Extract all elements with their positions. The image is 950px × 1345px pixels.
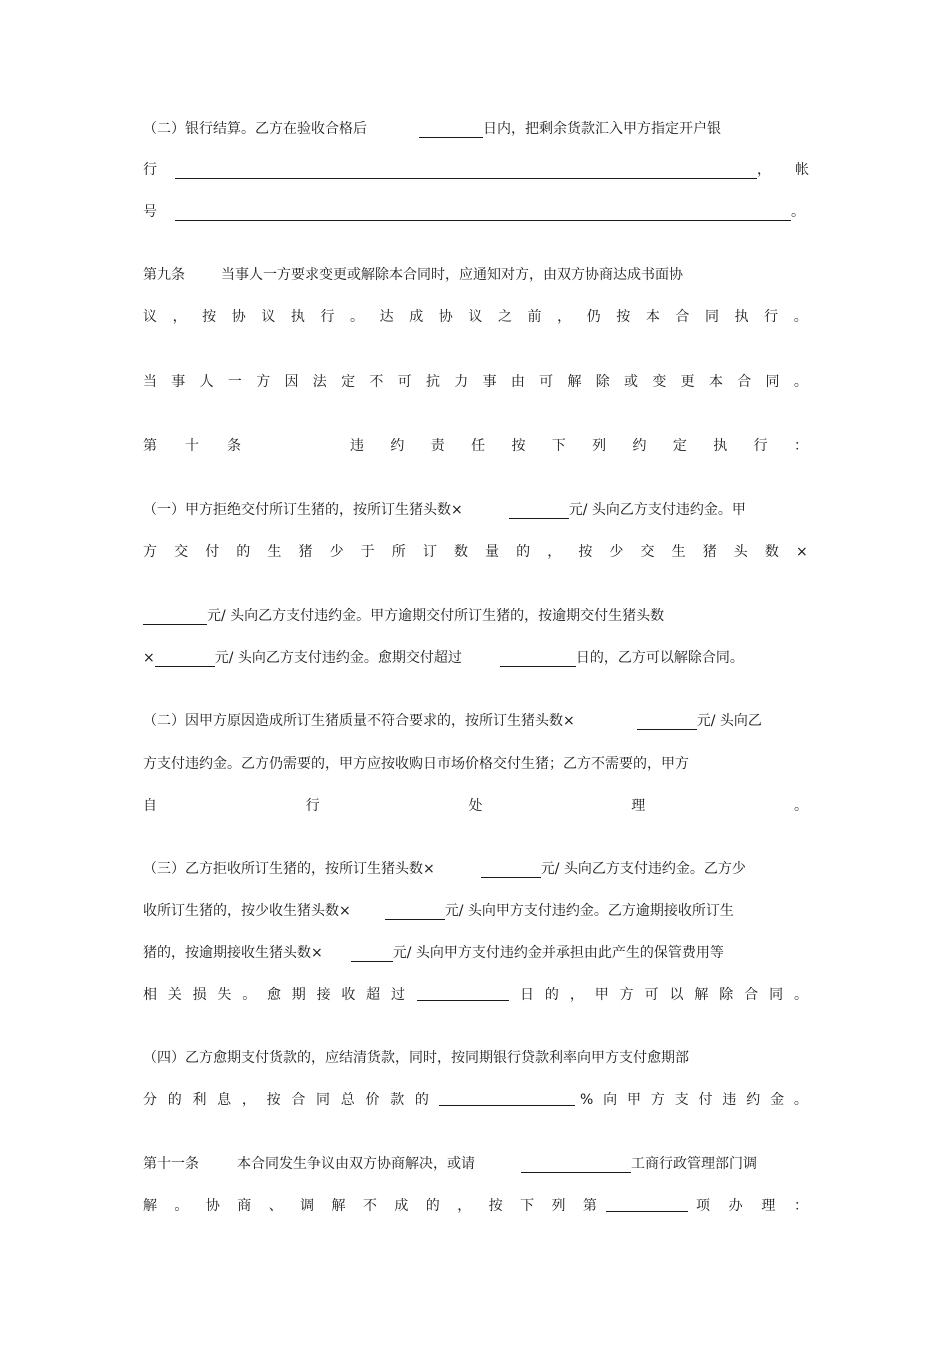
text: 行	[143, 162, 157, 178]
blank-days[interactable]	[419, 120, 483, 138]
char: 法	[312, 374, 327, 390]
article-9-line-2	[143, 305, 808, 329]
char: 之	[497, 309, 512, 325]
char: 执	[713, 438, 728, 454]
blank-bank[interactable]	[175, 161, 757, 179]
char: 可	[644, 987, 659, 1003]
char: 交	[174, 544, 189, 560]
char: 自	[143, 798, 157, 814]
text: ，	[757, 162, 771, 178]
char: 。	[242, 987, 257, 1003]
char: ，	[569, 987, 584, 1003]
char: 猪	[298, 544, 313, 560]
char: 条	[227, 438, 241, 454]
char: 更	[680, 374, 695, 390]
char: 因	[284, 374, 299, 390]
justified-text	[143, 983, 808, 1007]
char: 金	[770, 1092, 785, 1108]
justified-text	[143, 305, 808, 329]
char: 列	[592, 438, 607, 454]
text: 方支付违约金。乙方仍需要的，甲方应按收购日市场价格交付生猪；乙方不需要的，甲方	[143, 756, 689, 772]
payment-line-1	[143, 117, 808, 141]
justified-text	[143, 434, 808, 458]
char: 总	[340, 1092, 355, 1108]
char: 不	[369, 374, 384, 390]
text: 日内，把剩余货款汇入甲方指定开户银	[483, 121, 721, 137]
char: 关	[167, 987, 182, 1003]
a10-s1-line-3	[143, 604, 808, 628]
char: 同	[316, 1092, 331, 1108]
char: 处	[468, 798, 483, 814]
justified-text	[143, 794, 808, 818]
article-10-title	[143, 434, 808, 458]
char: 责	[430, 438, 445, 454]
char: 十	[185, 438, 199, 454]
char: ：	[793, 1198, 808, 1214]
blank-option[interactable]	[606, 1194, 688, 1212]
a10-s3-line-3	[143, 941, 808, 965]
a10-s2-line-2	[143, 752, 808, 776]
char: 由	[510, 374, 525, 390]
char: 同	[765, 374, 780, 390]
char: 。	[793, 1092, 808, 1108]
char: 约	[746, 1092, 761, 1108]
char: 议	[261, 309, 276, 325]
char: 仍	[586, 309, 601, 325]
a10-s2-line-3	[143, 794, 808, 818]
char: ：	[793, 438, 808, 454]
char: 失	[217, 987, 232, 1003]
char: 方	[143, 544, 157, 560]
char: 量	[485, 544, 500, 560]
char: 达	[379, 309, 394, 325]
char: 合	[291, 1092, 306, 1108]
char: ×	[795, 544, 808, 560]
text: 元/ 头向乙方支付违约金。愈期交付超过	[214, 650, 462, 666]
char: 按	[266, 1092, 281, 1108]
text: 日的，乙方可以解除合同。	[575, 650, 744, 666]
char: 利	[192, 1092, 207, 1108]
char: 力	[454, 374, 469, 390]
text: ×	[143, 650, 155, 666]
text: 本合同发生争议由双方协商解决，或请	[237, 1156, 475, 1172]
char: 的	[544, 987, 559, 1003]
char: 于	[360, 544, 375, 560]
a10-s3-line-2	[143, 899, 808, 923]
char: 约	[632, 438, 647, 454]
char: 执	[290, 309, 305, 325]
a10-s3-line-4	[143, 983, 808, 1007]
char: 成	[409, 309, 424, 325]
payment-line-2	[143, 158, 808, 182]
char: 款	[390, 1092, 405, 1108]
char: 一	[227, 374, 242, 390]
char: 按	[616, 309, 631, 325]
char: 不	[362, 1198, 377, 1214]
char: 协	[438, 309, 453, 325]
char: 接	[316, 987, 331, 1003]
char: ，	[241, 1092, 256, 1108]
text: 工商行政管理部门调	[631, 1156, 757, 1172]
char: 合	[675, 309, 690, 325]
char: 违	[722, 1092, 737, 1108]
char: 解	[143, 1198, 157, 1214]
blank-account[interactable]	[175, 203, 791, 221]
char: 订	[422, 544, 437, 560]
blank-percent[interactable]	[439, 1088, 575, 1106]
char: 方	[256, 374, 271, 390]
char: 解	[694, 987, 709, 1003]
char: 可	[397, 374, 412, 390]
char: 本	[645, 309, 660, 325]
char: 生	[671, 544, 686, 560]
char: 向	[603, 1092, 618, 1108]
char: 调	[300, 1198, 315, 1214]
a10-s1-line-4	[143, 646, 808, 670]
char: ，	[547, 544, 562, 560]
char: ，	[172, 309, 187, 325]
a10-s2-line-1	[143, 709, 808, 733]
text: 元/ 头向乙方支付违约金。乙方少	[540, 861, 746, 877]
char: 约	[390, 438, 405, 454]
char: 除	[719, 987, 734, 1003]
char: 行	[320, 309, 335, 325]
text: 元/ 头向乙方支付违约金。甲方逾期交付所订生猪的，按逾期交付生猪头数	[207, 608, 665, 624]
char: 少	[609, 544, 624, 560]
char: 变	[652, 374, 667, 390]
char: 方	[619, 987, 634, 1003]
char: ，	[557, 309, 572, 325]
char: 甲	[627, 1092, 641, 1108]
char: 所	[391, 544, 406, 560]
a10-s1-line-2	[143, 540, 808, 564]
char: 列	[551, 1198, 566, 1214]
char: 按	[202, 309, 217, 325]
char: 议	[143, 309, 157, 325]
char: 协	[205, 1198, 220, 1214]
char: 定	[672, 438, 687, 454]
char: 的	[236, 544, 251, 560]
blank-amount[interactable]	[509, 501, 569, 519]
char: 数	[453, 544, 468, 560]
justified-text	[143, 1088, 808, 1112]
char: 当	[143, 374, 157, 390]
char: 收	[341, 987, 356, 1003]
char: 付	[205, 544, 220, 560]
char: 。	[794, 798, 808, 814]
char: 愈	[266, 987, 281, 1003]
a10-s3-line-1	[143, 857, 808, 881]
char: 付	[698, 1092, 713, 1108]
char: 解	[567, 374, 582, 390]
char: 方	[650, 1092, 665, 1108]
char: 人	[199, 374, 214, 390]
char: 支	[674, 1092, 689, 1108]
char: 。	[350, 309, 365, 325]
justified-text	[143, 1194, 808, 1218]
text: 帐	[795, 162, 809, 178]
char: 损	[192, 987, 207, 1003]
blank-days[interactable]	[417, 983, 509, 1001]
article-11-line-1	[143, 1152, 808, 1176]
text: 猪的，按逾期接收生猪头数×	[143, 945, 323, 961]
text: 元/ 头向乙	[696, 713, 762, 729]
char: 按	[488, 1198, 503, 1214]
char: 商	[237, 1198, 252, 1214]
char: 下	[551, 438, 566, 454]
char: 的	[425, 1198, 440, 1214]
article-9-line-3	[143, 370, 808, 394]
article-label: 第十一条	[143, 1156, 199, 1172]
blank-days[interactable]	[500, 649, 576, 667]
blank-amount[interactable]	[637, 712, 697, 730]
char: 违	[350, 438, 364, 454]
char: 息	[217, 1092, 232, 1108]
char: 。	[793, 987, 808, 1003]
char: 按	[578, 544, 593, 560]
char: 猪	[702, 544, 717, 560]
text: （一）甲方拒绝交付所订生猪的，按所订生猪头数×	[143, 502, 463, 518]
char: 或	[624, 374, 639, 390]
blank-authority[interactable]	[521, 1155, 631, 1173]
char: 。	[793, 374, 808, 390]
char: 理	[761, 1198, 776, 1214]
char: 的	[516, 544, 531, 560]
char: 。	[174, 1198, 189, 1214]
blank-amount[interactable]	[385, 902, 445, 920]
char: 行	[305, 798, 320, 814]
blank-amount[interactable]	[143, 607, 207, 625]
char: 办	[728, 1198, 743, 1214]
blank-amount[interactable]	[481, 860, 541, 878]
article-9-line-1	[143, 263, 808, 287]
text: 号	[143, 204, 157, 220]
char: 的	[414, 1092, 429, 1108]
char: 行	[764, 309, 779, 325]
char: 成	[394, 1198, 409, 1214]
char: 可	[539, 374, 554, 390]
article-11-line-2	[143, 1194, 808, 1218]
text: （三）乙方拒收所订生猪的，按所订生猪头数×	[143, 861, 435, 877]
payment-line-3	[143, 200, 808, 224]
text: 收所订生猪的，按少收生猪头数×	[143, 903, 351, 919]
char: ，	[457, 1198, 472, 1214]
char: 抗	[425, 374, 440, 390]
char: 按	[511, 438, 526, 454]
char: 项	[696, 1198, 710, 1214]
char: 定	[341, 374, 356, 390]
char: 本	[708, 374, 723, 390]
text: （二）因甲方原因造成所订生猪质量不符合要求的，按所订生猪头数×	[143, 713, 575, 729]
char: 日	[520, 987, 534, 1003]
char: 议	[468, 309, 483, 325]
char: 、	[268, 1198, 283, 1214]
char: 生	[267, 544, 282, 560]
char: 价	[365, 1092, 380, 1108]
justified-text	[143, 540, 808, 564]
char: 前	[527, 309, 542, 325]
char: 任	[471, 438, 486, 454]
char: 协	[231, 309, 246, 325]
blank-amount[interactable]	[155, 649, 215, 667]
text: 元/ 头向乙方支付违约金。甲	[568, 502, 746, 518]
char: 分	[143, 1092, 157, 1108]
char: 行	[753, 438, 768, 454]
char: 下	[520, 1198, 535, 1214]
char: 头	[733, 544, 748, 560]
char: 理	[631, 798, 646, 814]
article-label: 第九条	[143, 267, 185, 283]
char: 合	[744, 987, 759, 1003]
justified-text	[143, 370, 808, 394]
a10-s4-line-1	[143, 1046, 808, 1070]
char: 事	[482, 374, 497, 390]
char: 以	[669, 987, 684, 1003]
text: 当事人一方要求变更或解除本合同时，应通知对方，由双方协商达成书面协	[221, 267, 683, 283]
char: 同	[769, 987, 784, 1003]
char: 过	[390, 987, 405, 1003]
char: 除	[595, 374, 610, 390]
char: 超	[366, 987, 381, 1003]
blank-amount[interactable]	[351, 944, 393, 962]
text: 元/ 头向甲方支付违约金。乙方逾期接收所订生	[444, 903, 734, 919]
text: 。	[791, 204, 805, 220]
text: 元/ 头向甲方支付违约金并承担由此产生的保管费用等	[392, 945, 724, 961]
char: 。	[793, 309, 808, 325]
char: 甲	[594, 987, 609, 1003]
char: 的	[167, 1092, 182, 1108]
char: 执	[734, 309, 749, 325]
char: 事	[171, 374, 186, 390]
char: 合	[737, 374, 752, 390]
char: 期	[291, 987, 306, 1003]
char: 解	[331, 1198, 346, 1214]
a10-s4-line-2	[143, 1088, 808, 1112]
char: 数	[764, 544, 779, 560]
char: 第	[582, 1198, 597, 1214]
char: 相	[143, 987, 157, 1003]
a10-s1-line-1	[143, 498, 808, 522]
char: 交	[640, 544, 655, 560]
char: 少	[329, 544, 344, 560]
char: 同	[704, 309, 719, 325]
text: （四）乙方愈期支付货款的，应结清货款，同时，按同期银行贷款利率向甲方支付愈期部	[143, 1050, 689, 1066]
char: 第	[143, 438, 157, 454]
text: （二）银行结算。乙方在验收合格后	[143, 121, 367, 137]
char: %	[580, 1092, 594, 1108]
